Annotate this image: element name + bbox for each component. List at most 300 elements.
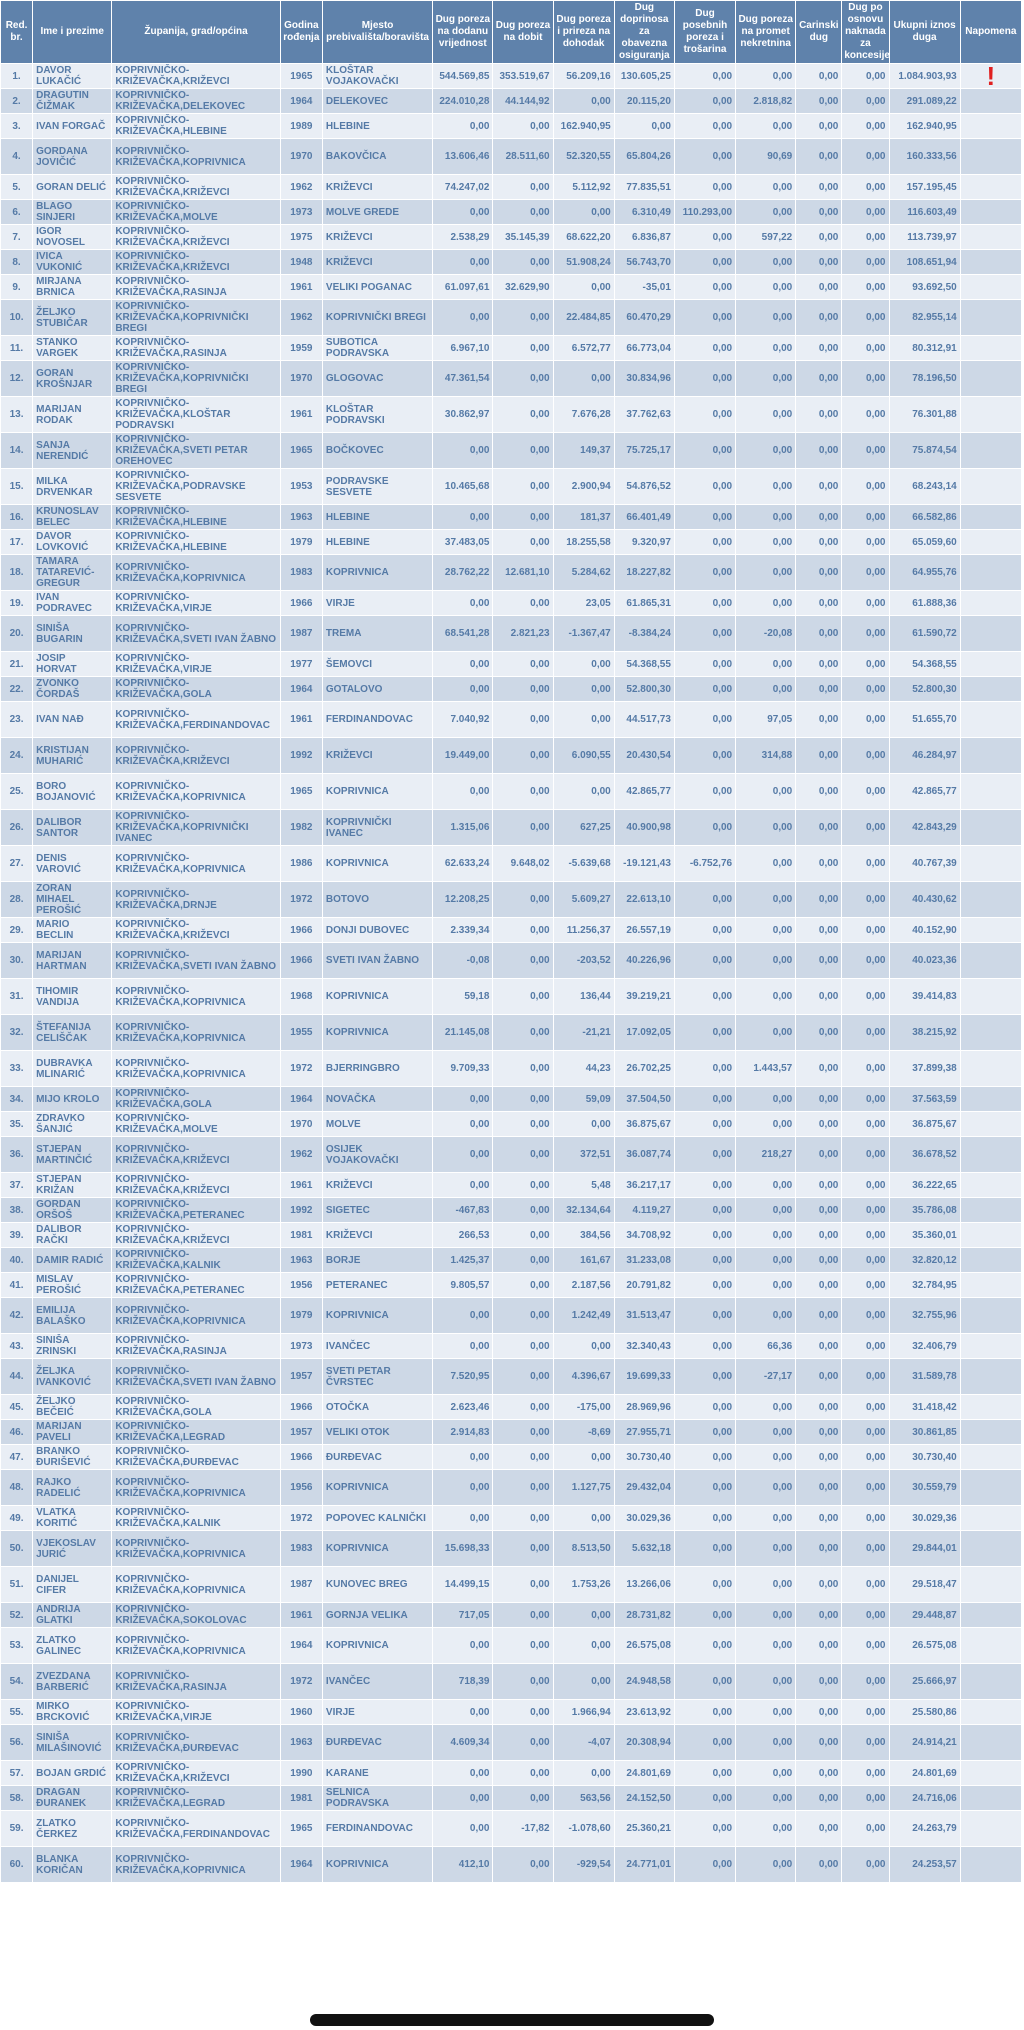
total-debt: 29.518,47 xyxy=(889,1567,960,1603)
table-row xyxy=(1,1112,1022,1137)
total-debt: 75.874,54 xyxy=(889,433,960,469)
real-estate-tax-debt: 0,00 xyxy=(736,250,796,275)
residence: KOPRIVNIČKI IVANEC xyxy=(322,810,432,846)
person-name: STJEPAN MARTINČIĆ xyxy=(33,1137,112,1173)
contributions-debt: -8.384,24 xyxy=(614,616,674,652)
profit-tax-debt: -17,82 xyxy=(493,1811,553,1847)
income-tax-debt: 32.134,64 xyxy=(553,1198,614,1223)
excise-debt: 0,00 xyxy=(674,397,735,433)
note xyxy=(960,433,1021,469)
income-tax-debt: 7.676,28 xyxy=(553,397,614,433)
person-name: BOJAN GRDIĆ xyxy=(33,1761,112,1786)
profit-tax-debt: 0,00 xyxy=(493,1248,553,1273)
concession-debt: 0,00 xyxy=(842,336,889,361)
excise-debt: 0,00 xyxy=(674,1112,735,1137)
customs-debt: 0,00 xyxy=(796,1359,842,1395)
income-tax-debt: 1.966,94 xyxy=(553,1700,614,1725)
total-debt: 31.418,42 xyxy=(889,1395,960,1420)
concession-debt: 0,00 xyxy=(842,114,889,139)
table-row xyxy=(1,1420,1022,1445)
note xyxy=(960,1628,1021,1664)
total-debt: 32.784,95 xyxy=(889,1273,960,1298)
income-tax-debt: -21,21 xyxy=(553,1015,614,1051)
birth-year: 1979 xyxy=(280,1298,322,1334)
note xyxy=(960,505,1021,530)
customs-debt: 0,00 xyxy=(796,846,842,882)
excise-debt: 0,00 xyxy=(674,1470,735,1506)
profit-tax-debt: 2.821,23 xyxy=(493,616,553,652)
profit-tax-debt: 0,00 xyxy=(493,336,553,361)
birth-year: 1961 xyxy=(280,702,322,738)
total-debt: 30.559,79 xyxy=(889,1470,960,1506)
income-tax-debt: 0,00 xyxy=(553,677,614,702)
profit-tax-debt: 0,00 xyxy=(493,1664,553,1700)
note xyxy=(960,1051,1021,1087)
table-row xyxy=(1,918,1022,943)
vat-debt: 14.499,15 xyxy=(433,1567,493,1603)
real-estate-tax-debt: 0,00 xyxy=(736,1015,796,1051)
table-row xyxy=(1,1137,1022,1173)
total-debt: 65.059,60 xyxy=(889,530,960,555)
vat-debt: 0,00 xyxy=(433,250,493,275)
vat-debt: 0,00 xyxy=(433,1087,493,1112)
county-municipality: KOPRIVNIČKO-KRIŽEVAČKA,KOPRIVNICA xyxy=(112,1628,280,1664)
person-name: GORDANA JOVIČIĆ xyxy=(33,139,112,175)
residence: NOVAČKA xyxy=(322,1087,432,1112)
contributions-debt: 30.029,36 xyxy=(614,1506,674,1531)
contributions-debt: 20.430,54 xyxy=(614,738,674,774)
excise-debt: 0,00 xyxy=(674,1628,735,1664)
row-number: 54. xyxy=(1,1664,33,1700)
birth-year: 1956 xyxy=(280,1470,322,1506)
birth-year: 1953 xyxy=(280,469,322,505)
excise-debt: 0,00 xyxy=(674,1137,735,1173)
person-name: ZVEZDANA BARBERIĆ xyxy=(33,1664,112,1700)
residence: PODRAVSKE SESVETE xyxy=(322,469,432,505)
vat-debt: 0,00 xyxy=(433,774,493,810)
county-municipality: KOPRIVNIČKO-KRIŽEVAČKA,KOPRIVNICA xyxy=(112,1847,280,1883)
real-estate-tax-debt: 0,00 xyxy=(736,1531,796,1567)
note xyxy=(960,1786,1021,1811)
person-name: TAMARA TATAREVIĆ-GREGUR xyxy=(33,555,112,591)
county-municipality: KOPRIVNIČKO-KRIŽEVAČKA,KRIŽEVCI xyxy=(112,64,280,89)
person-name: RAJKO RADELIĆ xyxy=(33,1470,112,1506)
real-estate-tax-debt: 0,00 xyxy=(736,555,796,591)
contributions-debt: 31.233,08 xyxy=(614,1248,674,1273)
row-number: 8. xyxy=(1,250,33,275)
excise-debt: 0,00 xyxy=(674,882,735,918)
vat-debt: 15.698,33 xyxy=(433,1531,493,1567)
county-municipality: KOPRIVNIČKO-KRIŽEVAČKA,KRIŽEVCI xyxy=(112,1137,280,1173)
note xyxy=(960,677,1021,702)
person-name: BLAGO SINJERI xyxy=(33,200,112,225)
profit-tax-debt: 0,00 xyxy=(493,1087,553,1112)
customs-debt: 0,00 xyxy=(796,652,842,677)
vat-debt: 2.623,46 xyxy=(433,1395,493,1420)
residence: KOPRIVNICA xyxy=(322,1298,432,1334)
contributions-debt: 24.771,01 xyxy=(614,1847,674,1883)
person-name: IVICA VUKONIĆ xyxy=(33,250,112,275)
person-name: DRAGUTIN ČIŽMAK xyxy=(33,89,112,114)
contributions-debt: 130.605,25 xyxy=(614,64,674,89)
excise-debt: 0,00 xyxy=(674,469,735,505)
birth-year: 1982 xyxy=(280,810,322,846)
person-name: MILKA DRVENKAR xyxy=(33,469,112,505)
real-estate-tax-debt: 0,00 xyxy=(736,1700,796,1725)
income-tax-debt: 5.284,62 xyxy=(553,555,614,591)
concession-debt: 0,00 xyxy=(842,139,889,175)
person-name: IVAN NAĐ xyxy=(33,702,112,738)
total-debt: 68.243,14 xyxy=(889,469,960,505)
vat-debt: 0,00 xyxy=(433,1470,493,1506)
note xyxy=(960,1664,1021,1700)
customs-debt: 0,00 xyxy=(796,1087,842,1112)
table-body xyxy=(1,64,1022,1883)
residence: KOPRIVNICA xyxy=(322,979,432,1015)
income-tax-debt: 6.090,55 xyxy=(553,738,614,774)
vat-debt: 266,53 xyxy=(433,1223,493,1248)
total-debt: 82.955,14 xyxy=(889,300,960,336)
residence: KOPRIVNICA xyxy=(322,846,432,882)
county-municipality: KOPRIVNIČKO-KRIŽEVAČKA,KALNIK xyxy=(112,1506,280,1531)
county-municipality: KOPRIVNIČKO-KRIŽEVAČKA,GOLA xyxy=(112,1087,280,1112)
row-number: 11. xyxy=(1,336,33,361)
birth-year: 1986 xyxy=(280,846,322,882)
note xyxy=(960,555,1021,591)
excise-debt: 0,00 xyxy=(674,1847,735,1883)
county-municipality: KOPRIVNIČKO-KRIŽEVAČKA,KOPRIVNICA xyxy=(112,1298,280,1334)
residence: IVANČEC xyxy=(322,1664,432,1700)
vat-debt: 74.247,02 xyxy=(433,175,493,200)
table-row xyxy=(1,1470,1022,1506)
real-estate-tax-debt: 0,00 xyxy=(736,1847,796,1883)
real-estate-tax-debt: 0,00 xyxy=(736,1603,796,1628)
row-number: 44. xyxy=(1,1359,33,1395)
row-number: 38. xyxy=(1,1198,33,1223)
row-number: 5. xyxy=(1,175,33,200)
table-row xyxy=(1,774,1022,810)
total-debt: 32.820,12 xyxy=(889,1248,960,1273)
note xyxy=(960,1087,1021,1112)
person-name: DAMIR RADIĆ xyxy=(33,1248,112,1273)
residence: SUBOTICA PODRAVSKA xyxy=(322,336,432,361)
customs-debt: 0,00 xyxy=(796,1811,842,1847)
county-municipality: KOPRIVNIČKO-KRIŽEVAČKA,RASINJA xyxy=(112,1664,280,1700)
income-tax-debt: 18.255,58 xyxy=(553,530,614,555)
county-municipality: KOPRIVNIČKO-KRIŽEVAČKA,KRIŽEVCI xyxy=(112,175,280,200)
county-municipality: KOPRIVNIČKO-KRIŽEVAČKA,KRIŽEVCI xyxy=(112,250,280,275)
contributions-debt: 31.513,47 xyxy=(614,1298,674,1334)
concession-debt: 0,00 xyxy=(842,300,889,336)
birth-year: 1962 xyxy=(280,175,322,200)
table-row xyxy=(1,397,1022,433)
profit-tax-debt: 28.511,60 xyxy=(493,139,553,175)
birth-year: 1972 xyxy=(280,1664,322,1700)
customs-debt: 0,00 xyxy=(796,1506,842,1531)
excise-debt: 0,00 xyxy=(674,652,735,677)
profit-tax-debt: 0,00 xyxy=(493,1603,553,1628)
county-municipality: KOPRIVNIČKO-KRIŽEVAČKA,RASINJA xyxy=(112,1334,280,1359)
table-row xyxy=(1,591,1022,616)
residence: KOPRIVNIČKI BREGI xyxy=(322,300,432,336)
contributions-debt: 19.699,33 xyxy=(614,1359,674,1395)
vat-debt: 0,00 xyxy=(433,1786,493,1811)
table-row xyxy=(1,616,1022,652)
income-tax-debt: 51.908,24 xyxy=(553,250,614,275)
vat-debt: 4.609,34 xyxy=(433,1725,493,1761)
county-municipality: KOPRIVNIČKO-KRIŽEVAČKA,KOPRIVNICA xyxy=(112,1531,280,1567)
real-estate-tax-debt: 0,00 xyxy=(736,810,796,846)
profit-tax-debt: 0,00 xyxy=(493,361,553,397)
person-name: VLATKA KORITIĆ xyxy=(33,1506,112,1531)
total-debt: 37.563,59 xyxy=(889,1087,960,1112)
birth-year: 1962 xyxy=(280,300,322,336)
customs-debt: 0,00 xyxy=(796,64,842,89)
vat-debt: 12.208,25 xyxy=(433,882,493,918)
total-debt: 37.899,38 xyxy=(889,1051,960,1087)
total-debt: 116.603,49 xyxy=(889,200,960,225)
contributions-debt: 30.730,40 xyxy=(614,1445,674,1470)
table-row xyxy=(1,979,1022,1015)
note xyxy=(960,1173,1021,1198)
concession-debt: 0,00 xyxy=(842,1470,889,1506)
table-row xyxy=(1,1273,1022,1298)
vat-debt: 30.862,97 xyxy=(433,397,493,433)
person-name: GORDAN ORŠOŠ xyxy=(33,1198,112,1223)
real-estate-tax-debt: 2.818,82 xyxy=(736,89,796,114)
income-tax-debt: 1.127,75 xyxy=(553,1470,614,1506)
real-estate-tax-debt: 0,00 xyxy=(736,1273,796,1298)
col-contributions-header: Dug doprinosa za obavezna osiguranja xyxy=(614,1,674,64)
row-number: 31. xyxy=(1,979,33,1015)
total-debt: 113.739,97 xyxy=(889,225,960,250)
vat-debt: 68.541,28 xyxy=(433,616,493,652)
residence: KLOŠTAR PODRAVSKI xyxy=(322,397,432,433)
customs-debt: 0,00 xyxy=(796,1470,842,1506)
table-row xyxy=(1,1664,1022,1700)
total-debt: 25.580,86 xyxy=(889,1700,960,1725)
customs-debt: 0,00 xyxy=(796,1603,842,1628)
excise-debt: -6.752,76 xyxy=(674,846,735,882)
table-row xyxy=(1,1248,1022,1273)
birth-year: 1964 xyxy=(280,1087,322,1112)
vat-debt: 9.805,57 xyxy=(433,1273,493,1298)
county-municipality: KOPRIVNIČKO-KRIŽEVAČKA,KOPRIVNICA xyxy=(112,139,280,175)
contributions-debt: 13.266,06 xyxy=(614,1567,674,1603)
table-row xyxy=(1,64,1022,89)
person-name: DUBRAVKA MLINARIĆ xyxy=(33,1051,112,1087)
profit-tax-debt: 0,00 xyxy=(493,250,553,275)
birth-year: 1981 xyxy=(280,1786,322,1811)
profit-tax-debt: 35.145,39 xyxy=(493,225,553,250)
contributions-debt: 44.517,73 xyxy=(614,702,674,738)
excise-debt: 0,00 xyxy=(674,1761,735,1786)
row-number: 50. xyxy=(1,1531,33,1567)
vat-debt: 0,00 xyxy=(433,1445,493,1470)
real-estate-tax-debt: 97,05 xyxy=(736,702,796,738)
excise-debt: 0,00 xyxy=(674,1015,735,1051)
vat-debt: 0,00 xyxy=(433,200,493,225)
table-row xyxy=(1,652,1022,677)
person-name: SINIŠA MILAŠINOVIĆ xyxy=(33,1725,112,1761)
col-customs-header: Carinski dug xyxy=(796,1,842,64)
row-number: 46. xyxy=(1,1420,33,1445)
note xyxy=(960,774,1021,810)
profit-tax-debt: 12.681,10 xyxy=(493,555,553,591)
concession-debt: 0,00 xyxy=(842,275,889,300)
income-tax-debt: 5,48 xyxy=(553,1173,614,1198)
person-name: ŠTEFANIJA CELIŠČAK xyxy=(33,1015,112,1051)
col-excise-header: Dug posebnih poreza i trošarina xyxy=(674,1,735,64)
birth-year: 1955 xyxy=(280,1015,322,1051)
person-name: ZVONKO ČORDAŠ xyxy=(33,677,112,702)
birth-year: 1983 xyxy=(280,555,322,591)
total-debt: 30.861,85 xyxy=(889,1420,960,1445)
contributions-debt: 5.632,18 xyxy=(614,1531,674,1567)
concession-debt: 0,00 xyxy=(842,1137,889,1173)
total-debt: 42.865,77 xyxy=(889,774,960,810)
table-row xyxy=(1,943,1022,979)
income-tax-debt: 149,37 xyxy=(553,433,614,469)
real-estate-tax-debt: 0,00 xyxy=(736,530,796,555)
customs-debt: 0,00 xyxy=(796,1273,842,1298)
table-row xyxy=(1,1015,1022,1051)
income-tax-debt: 563,56 xyxy=(553,1786,614,1811)
concession-debt: 0,00 xyxy=(842,1015,889,1051)
contributions-debt: 26.575,08 xyxy=(614,1628,674,1664)
real-estate-tax-debt: 90,69 xyxy=(736,139,796,175)
real-estate-tax-debt: 597,22 xyxy=(736,225,796,250)
concession-debt: 0,00 xyxy=(842,175,889,200)
income-tax-debt: 384,56 xyxy=(553,1223,614,1248)
row-number: 37. xyxy=(1,1173,33,1198)
residence: KRIŽEVCI xyxy=(322,1223,432,1248)
total-debt: 24.253,57 xyxy=(889,1847,960,1883)
note xyxy=(960,1015,1021,1051)
row-number: 56. xyxy=(1,1725,33,1761)
excise-debt: 0,00 xyxy=(674,616,735,652)
contributions-debt: 25.360,21 xyxy=(614,1811,674,1847)
person-name: KRUNOSLAV BELEC xyxy=(33,505,112,530)
row-number: 24. xyxy=(1,738,33,774)
table-row xyxy=(1,1087,1022,1112)
table-row xyxy=(1,1700,1022,1725)
row-number: 58. xyxy=(1,1786,33,1811)
residence: KRIŽEVCI xyxy=(322,250,432,275)
residence: BOTOVO xyxy=(322,882,432,918)
excise-debt: 0,00 xyxy=(674,738,735,774)
customs-debt: 0,00 xyxy=(796,1567,842,1603)
county-municipality: KOPRIVNIČKO-KRIŽEVAČKA,KOPRIVNICA xyxy=(112,846,280,882)
col-year-header: Godina rođenja xyxy=(280,1,322,64)
note xyxy=(960,1273,1021,1298)
county-municipality: KOPRIVNIČKO-KRIŽEVAČKA,ĐURĐEVAC xyxy=(112,1445,280,1470)
row-number: 52. xyxy=(1,1603,33,1628)
concession-debt: 0,00 xyxy=(842,1420,889,1445)
total-debt: 40.767,39 xyxy=(889,846,960,882)
excise-debt: 0,00 xyxy=(674,1173,735,1198)
row-number: 28. xyxy=(1,882,33,918)
customs-debt: 0,00 xyxy=(796,810,842,846)
concession-debt: 0,00 xyxy=(842,616,889,652)
contributions-debt: 30.834,96 xyxy=(614,361,674,397)
vat-debt: 0,00 xyxy=(433,1700,493,1725)
note xyxy=(960,1420,1021,1445)
excise-debt: 0,00 xyxy=(674,943,735,979)
contributions-debt: 20.308,94 xyxy=(614,1725,674,1761)
birth-year: 1979 xyxy=(280,530,322,555)
real-estate-tax-debt: 314,88 xyxy=(736,738,796,774)
real-estate-tax-debt: 66,36 xyxy=(736,1334,796,1359)
total-debt: 51.655,70 xyxy=(889,702,960,738)
concession-debt: 0,00 xyxy=(842,1628,889,1664)
income-tax-debt: 136,44 xyxy=(553,979,614,1015)
concession-debt: 0,00 xyxy=(842,64,889,89)
total-debt: 29.844,01 xyxy=(889,1531,960,1567)
note xyxy=(960,1359,1021,1395)
contributions-debt: 77.835,51 xyxy=(614,175,674,200)
residence: KOPRIVNICA xyxy=(322,1015,432,1051)
person-name: MARIJAN RODAK xyxy=(33,397,112,433)
excise-debt: 0,00 xyxy=(674,1531,735,1567)
residence: VIRJE xyxy=(322,1700,432,1725)
income-tax-debt: -5.639,68 xyxy=(553,846,614,882)
profit-tax-debt: 0,00 xyxy=(493,702,553,738)
vat-debt: 0,00 xyxy=(433,300,493,336)
concession-debt: 0,00 xyxy=(842,1051,889,1087)
birth-year: 1970 xyxy=(280,361,322,397)
person-name: BORO BOJANOVIĆ xyxy=(33,774,112,810)
county-municipality: KOPRIVNIČKO-KRIŽEVAČKA,PODRAVSKE SESVETE xyxy=(112,469,280,505)
residence: ĐURĐEVAC xyxy=(322,1725,432,1761)
row-number: 16. xyxy=(1,505,33,530)
contributions-debt: 28.731,82 xyxy=(614,1603,674,1628)
county-municipality: KOPRIVNIČKO-KRIŽEVAČKA,KOPRIVNICA xyxy=(112,1567,280,1603)
horizontal-scrollbar[interactable] xyxy=(310,2014,714,2026)
vat-debt: 0,00 xyxy=(433,677,493,702)
county-municipality: KOPRIVNIČKO-KRIŽEVAČKA,VIRJE xyxy=(112,652,280,677)
table-row xyxy=(1,275,1022,300)
row-number: 49. xyxy=(1,1506,33,1531)
note xyxy=(960,1506,1021,1531)
real-estate-tax-debt: 0,00 xyxy=(736,882,796,918)
customs-debt: 0,00 xyxy=(796,433,842,469)
county-municipality: KOPRIVNIČKO-KRIŽEVAČKA,SVETI IVAN ŽABNO xyxy=(112,1359,280,1395)
residence: OTOČKA xyxy=(322,1395,432,1420)
birth-year: 1956 xyxy=(280,1273,322,1298)
county-municipality: KOPRIVNIČKO-KRIŽEVAČKA,KOPRIVNICA xyxy=(112,1051,280,1087)
row-number: 55. xyxy=(1,1700,33,1725)
real-estate-tax-debt: 0,00 xyxy=(736,979,796,1015)
county-municipality: KOPRIVNIČKO-KRIŽEVAČKA,FERDINANDOVAC xyxy=(112,702,280,738)
person-name: IVAN PODRAVEC xyxy=(33,591,112,616)
note xyxy=(960,336,1021,361)
customs-debt: 0,00 xyxy=(796,225,842,250)
col-profit-tax-header: Dug poreza na dobit xyxy=(493,1,553,64)
residence: SIGETEC xyxy=(322,1198,432,1223)
profit-tax-debt: 0,00 xyxy=(493,1334,553,1359)
real-estate-tax-debt: -27,17 xyxy=(736,1359,796,1395)
county-municipality: KOPRIVNIČKO-KRIŽEVAČKA,KRIŽEVCI xyxy=(112,1223,280,1248)
county-municipality: KOPRIVNIČKO-KRIŽEVAČKA,RASINJA xyxy=(112,275,280,300)
table-row xyxy=(1,1506,1022,1531)
concession-debt: 0,00 xyxy=(842,469,889,505)
row-number: 22. xyxy=(1,677,33,702)
table-row xyxy=(1,469,1022,505)
excise-debt: 0,00 xyxy=(674,1334,735,1359)
real-estate-tax-debt: 0,00 xyxy=(736,175,796,200)
residence: VELIKI POGANAC xyxy=(322,275,432,300)
